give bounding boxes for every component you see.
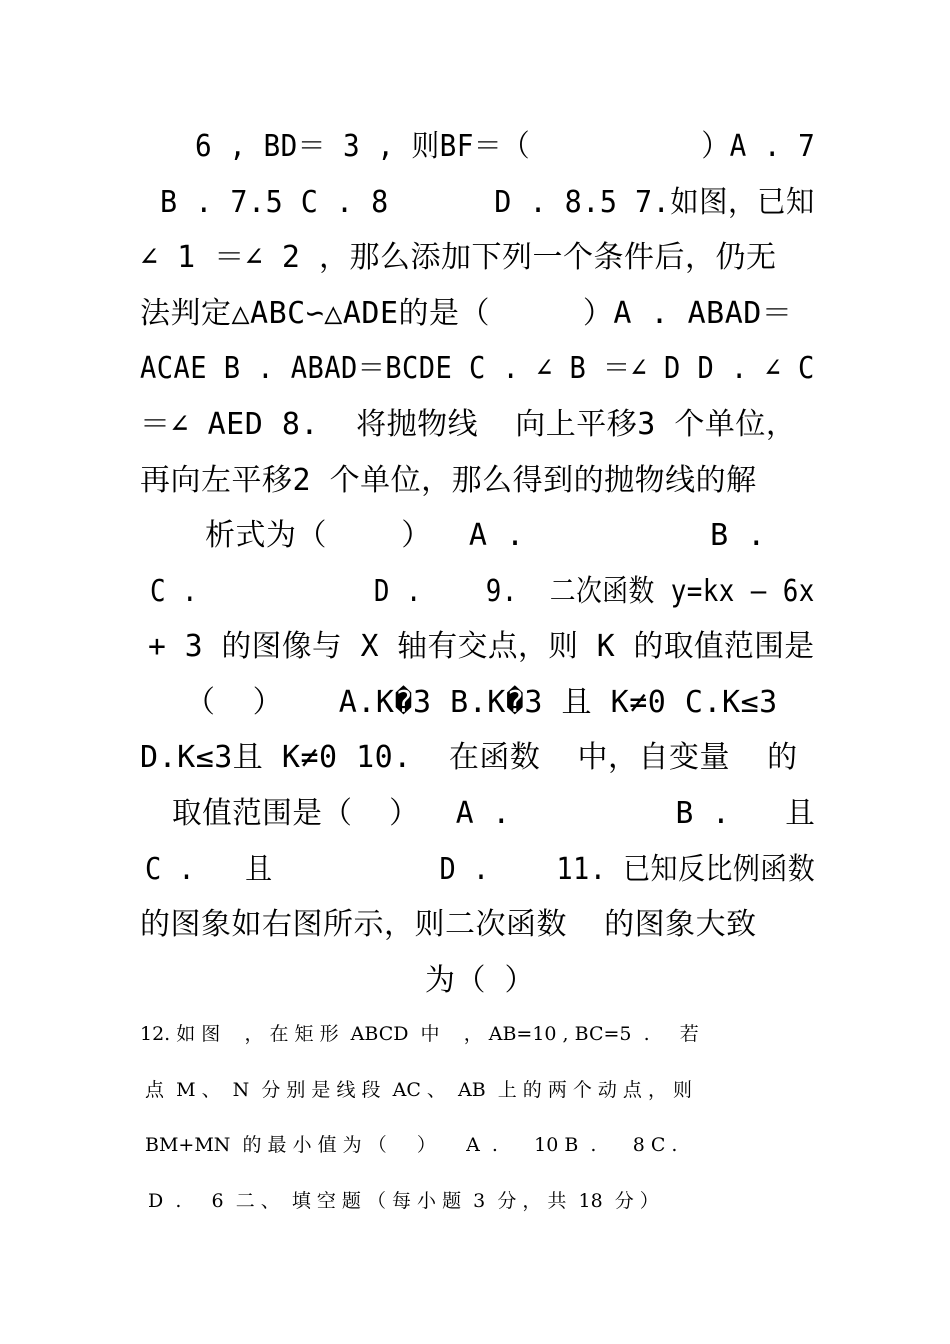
text-line-17: 12. 如 图 ， 在 矩 形 ABCD 中 ， AB=10 , BC=5 . 若	[140, 1023, 699, 1045]
text-line-15: 的图象如右图所示，则二次函数 的图象大致	[140, 907, 757, 942]
text-line-8: 析式为（ ） A . B .	[205, 518, 766, 553]
text-line-5: ACAE B . ABAD＝BCDE C . ∠ B ＝∠ D D . ∠ C	[140, 351, 815, 386]
text-line-3: ∠ 1 ＝∠ 2 ，那么添加下列一个条件后，仍无	[140, 240, 777, 275]
text-line-12: D.K≤3且 K≠0 10. 在函数 中，自变量 的	[140, 740, 798, 775]
text-line-18: 点 M 、 N 分 别 是 线 段 AC 、 AB 上 的 两 个 动 点 ， 则	[145, 1079, 693, 1101]
text-line-11: （ ） A.K�3 B.K�3 且 K≠0 C.K≤3	[185, 685, 778, 720]
text-line-9: C . D . 9. 二次函数 y=kx – 6x	[150, 574, 815, 609]
text-line-14: C . 且 D . 11. 已知反比例函数	[145, 852, 816, 887]
text-line-1: 6 , BD＝ 3 , 则BF＝（ ）A . 7	[195, 129, 816, 164]
text-line-19: BM+MN 的 最 小 值 为 （ ） A . 10 B . 8 C .	[145, 1134, 678, 1156]
text-line-2: B . 7.5 C . 8 D . 8.5 7.如图，已知	[160, 185, 815, 220]
text-line-10: + 3 的图像与 X 轴有交点，则 K 的取值范围是	[148, 629, 815, 664]
text-line-6: ＝∠ AED 8. 将抛物线 向上平移3 个单位，	[140, 407, 797, 442]
text-line-7: 再向左平移2 个单位，那么得到的抛物线的解	[140, 463, 757, 498]
text-line-4: 法判定△ABC∽△ADE的是（ ）A . ABAD＝	[140, 296, 793, 331]
text-line-16: 为（ ）	[425, 963, 536, 998]
text-line-13: 取值范围是（ ） A . B . 且	[172, 796, 816, 831]
text-line-20: D . 6 二 、 填 空 题 （ 每 小 题 3 分 ， 共 18 分 ）	[148, 1190, 659, 1212]
